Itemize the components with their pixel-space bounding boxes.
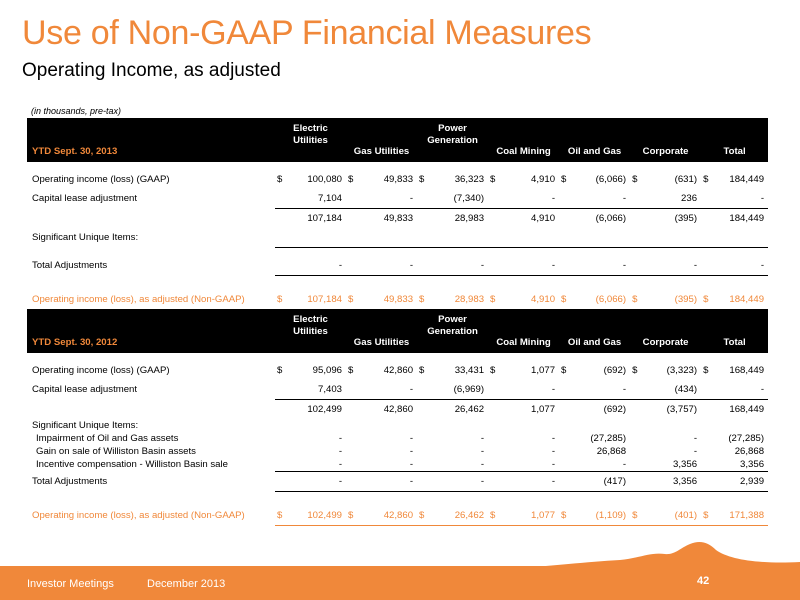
col-corp: Corporate [630,118,701,162]
currency-cell [630,256,642,276]
currency-cell [417,400,429,420]
currency-cell [701,380,713,400]
value-cell: - [500,380,559,400]
col-electric [275,118,346,162]
value-cell: 184,449 [729,174,765,185]
row-label: Total Adjustments [32,260,108,272]
value-cell: 1,077 [531,404,556,415]
spacer-row [27,353,768,361]
value-cell: 7,403 [287,380,346,400]
value-cell: 28,983 [429,290,488,310]
currency-cell [275,380,287,400]
table-row [27,189,768,209]
currency-cell [417,380,429,400]
column-header-text: Utilities [293,326,328,337]
currency-cell [417,458,429,472]
currency-cell: $ [630,506,642,526]
value-cell: - [713,189,768,209]
currency-cell [630,458,642,472]
value-cell: 1,077 [531,365,556,376]
value-cell: 100,080 [307,174,343,185]
spacer-row [27,276,768,291]
currency-cell [346,472,358,492]
currency-cell: $ [346,290,358,310]
value-cell: - [429,472,488,492]
row-label: Operating income (loss), as adjusted (Non-GAAP) [32,294,245,306]
value-cell: 28,983 [454,213,485,224]
row-label: Capital lease adjustment [32,384,138,396]
col-gas: Gas Utilities [346,309,417,353]
col-gas: Gas Utilities [346,118,417,162]
value-cell: - [338,446,343,457]
table-row [27,170,768,189]
value-cell: - [693,433,698,444]
value-cell: 26,868 [596,446,627,457]
currency-cell [559,472,571,492]
value-cell: 49,833 [358,290,417,310]
value-cell: (27,285) [590,433,627,444]
value-cell: 4,910 [500,290,559,310]
currency-cell [346,400,358,420]
value-cell: - [500,189,559,209]
currency-cell: $ [561,365,567,376]
currency-cell [417,472,429,492]
col-coal: Coal Mining [488,118,559,162]
value-cell: (1,109) [571,506,630,526]
currency-cell: $ [488,290,500,310]
value-cell: 49,833 [383,174,414,185]
value-cell [287,228,346,248]
header-row [27,309,768,353]
currency-cell [488,209,500,229]
currency-cell [488,256,500,276]
currency-cell [559,228,571,248]
currency-cell: $ [630,290,642,310]
value-cell: - [571,458,630,472]
value-cell: 3,356 [642,458,701,472]
row-label: Operating income (loss), as adjusted (Non-GAAP) [32,510,245,522]
currency-cell [346,189,358,209]
value-cell: - [693,446,698,457]
currency-cell [488,472,500,492]
col-coal: Coal Mining [488,309,559,353]
value-cell: - [480,433,485,444]
row-label: Significant Unique Items: [32,232,139,244]
value-cell: 102,499 [307,404,343,415]
value-cell: - [500,256,559,276]
value-cell: 26,868 [734,446,765,457]
value-cell: 2,939 [713,472,768,492]
currency-cell: $ [490,174,496,185]
value-cell: - [571,256,630,276]
column-header-text: Power [438,314,467,325]
value-cell: - [551,446,556,457]
value-cell: 49,833 [383,213,414,224]
row-label: Gain on sale of Williston Basin assets [36,446,196,457]
value-cell: 1,077 [500,506,559,526]
currency-cell: $ [632,365,638,376]
column-header-text: Electric [293,314,328,325]
value-cell: - [713,380,768,400]
table-row [27,506,768,526]
currency-cell [701,445,713,458]
col-power [417,309,488,353]
table-row [27,400,768,420]
currency-cell [488,380,500,400]
currency-cell [275,189,287,209]
value-cell: 36,323 [454,174,485,185]
value-cell: - [642,256,701,276]
currency-cell [701,432,713,445]
value-cell: (692) [603,365,627,376]
value-cell: - [500,458,559,472]
currency-cell: $ [559,290,571,310]
column-header-text: Generation [427,135,478,146]
currency-cell: $ [275,290,287,310]
value-cell: - [480,446,485,457]
spacer-cell [27,492,768,507]
page-number: 42 [697,575,710,587]
currency-cell [559,458,571,472]
currency-cell [417,189,429,209]
currency-cell [417,209,429,229]
currency-cell: $ [417,290,429,310]
currency-cell: $ [703,174,709,185]
value-cell: - [500,472,559,492]
currency-cell [417,432,429,445]
table-row [27,228,768,248]
currency-cell: $ [348,174,354,185]
value-cell: 26,462 [429,506,488,526]
row-label: Total Adjustments [32,476,108,487]
value-cell: - [409,446,414,457]
spacer-row [27,492,768,507]
currency-cell [488,445,500,458]
currency-cell [275,445,287,458]
value-cell: - [409,433,414,444]
currency-cell: $ [275,506,287,526]
page-title: Use of Non-GAAP Financial Measures [22,14,592,52]
table-row [27,432,768,445]
currency-cell [417,445,429,458]
value-cell: - [338,433,343,444]
value-cell: 168,449 [729,365,765,376]
currency-cell [275,400,287,420]
currency-cell [488,458,500,472]
value-cell [571,228,630,248]
value-cell: (27,285) [728,433,765,444]
column-header-text: Electric [293,123,328,134]
value-cell: - [287,256,346,276]
value-cell: (6,066) [595,174,627,185]
page-subtitle: Operating Income, as adjusted [22,60,281,81]
currency-cell [275,432,287,445]
row-label: Incentive compensation - Williston Basin sale [36,459,228,471]
value-cell: (6,066) [571,290,630,310]
footer-date: December 2013 [147,578,226,590]
value-cell: - [571,189,630,209]
currency-cell [630,380,642,400]
value-cell: (692) [603,404,627,415]
value-cell: - [358,472,417,492]
currency-cell [488,400,500,420]
value-cell: - [287,472,346,492]
currency-cell [275,256,287,276]
value-cell: - [551,433,556,444]
spacer-cell [27,353,768,361]
currency-cell [275,209,287,229]
currency-cell [488,189,500,209]
value-cell: 4,910 [531,213,556,224]
col-electric [275,309,346,353]
mountain-graphic [0,530,800,570]
table-row [27,458,768,472]
currency-cell [417,256,429,276]
value-cell: - [287,458,346,472]
table-row [27,419,768,432]
col-corp: Corporate [630,309,701,353]
currency-cell [630,400,642,420]
currency-cell: $ [417,506,429,526]
value-cell: 26,462 [454,404,485,415]
spacer-row [27,162,768,170]
currency-cell [346,445,358,458]
value-cell: 107,184 [287,290,346,310]
currency-cell [346,228,358,248]
table-2012 [27,309,768,526]
value-cell: 107,184 [307,213,343,224]
value-cell: - [358,458,417,472]
currency-cell [701,400,713,420]
currency-cell [630,432,642,445]
value-cell: 3,356 [713,458,768,472]
currency-cell: $ [277,365,283,376]
value-cell: - [571,380,630,400]
currency-cell: $ [346,506,358,526]
value-cell: 102,499 [287,506,346,526]
value-cell: 4,910 [531,174,556,185]
period-label: YTD Sept. 30, 2013 [27,118,275,162]
currency-cell [701,256,713,276]
table-row [27,290,768,310]
currency-cell [559,432,571,445]
table-2013 [27,118,768,310]
value-cell: - [429,458,488,472]
currency-cell [630,445,642,458]
value-cell: - [358,189,417,209]
value-cell: - [358,380,417,400]
value-cell: 184,449 [713,290,768,310]
spacer-cell [27,248,768,257]
currency-cell [559,256,571,276]
value-cell: 3,356 [642,472,701,492]
col-oil: Oil and Gas [559,118,630,162]
currency-cell: $ [277,174,283,185]
value-cell: (395) [642,290,701,310]
column-header-text: Utilities [293,135,328,146]
currency-cell [346,432,358,445]
currency-cell [275,472,287,492]
value-cell: (3,323) [666,365,698,376]
row-label: Impairment of Oil and Gas assets [36,433,179,444]
period-label: YTD Sept. 30, 2012 [27,309,275,353]
value-cell: - [358,256,417,276]
col-oil: Oil and Gas [559,309,630,353]
value-cell: (631) [674,174,698,185]
value-cell: (395) [674,213,698,224]
col-power [417,118,488,162]
currency-cell [346,458,358,472]
value-cell: (417) [571,472,630,492]
currency-cell: $ [419,174,425,185]
spacer-cell [275,419,768,432]
currency-cell [630,189,642,209]
table-row [27,209,768,229]
value-cell: (7,340) [429,189,488,209]
footer-bar [0,566,800,600]
value-cell: 168,449 [729,404,765,415]
currency-cell [701,209,713,229]
currency-cell: $ [561,174,567,185]
currency-cell: $ [703,365,709,376]
row-label: Operating income (loss) (GAAP) [32,174,170,185]
currency-cell [559,209,571,229]
currency-cell: $ [348,365,354,376]
currency-cell [559,380,571,400]
currency-cell [559,445,571,458]
currency-cell [346,256,358,276]
value-cell: 171,388 [713,506,768,526]
currency-cell [701,458,713,472]
value-cell: 42,860 [383,404,414,415]
value-cell: (401) [642,506,701,526]
value-cell: - [713,256,768,276]
value-cell: (6,066) [595,213,627,224]
row-label [27,209,275,229]
value-cell: 184,449 [729,213,765,224]
currency-cell: $ [490,365,496,376]
value-cell: 33,431 [454,365,485,376]
currency-cell [701,189,713,209]
currency-cell [275,228,287,248]
currency-cell [559,400,571,420]
currency-cell: $ [632,174,638,185]
table-row [27,380,768,400]
currency-cell [488,228,500,248]
spacer-cell [27,276,768,291]
value-cell: (434) [642,380,701,400]
value-cell: 95,096 [312,365,343,376]
currency-cell [346,380,358,400]
currency-cell [275,458,287,472]
currency-cell [630,472,642,492]
currency-cell [559,189,571,209]
value-cell: - [429,256,488,276]
currency-cell [701,228,713,248]
units-note: (in thousands, pre-tax) [31,106,122,116]
value-cell: (3,757) [666,404,698,415]
currency-cell [488,432,500,445]
row-label: Capital lease adjustment [32,193,138,205]
row-label: Significant Unique Items: [32,420,139,431]
currency-cell: $ [701,290,713,310]
spacer-row [27,248,768,257]
currency-cell [630,209,642,229]
currency-cell [346,209,358,229]
currency-cell: $ [559,506,571,526]
table-row [27,256,768,276]
value-cell: 7,104 [287,189,346,209]
footer-event: Investor Meetings [27,578,114,590]
header-row [27,118,768,162]
value-cell: (6,969) [429,380,488,400]
value-cell: 236 [642,189,701,209]
value-cell: 42,860 [358,506,417,526]
col-total: Total [701,118,768,162]
value-cell: 42,860 [383,365,414,376]
table-row [27,361,768,380]
currency-cell: $ [701,506,713,526]
table-row [27,472,768,492]
column-header-text: Power [438,123,467,134]
row-label [27,400,275,420]
value-cell [713,228,768,248]
currency-cell: $ [419,365,425,376]
currency-cell: $ [488,506,500,526]
value-cell [429,228,488,248]
value-cell [642,228,701,248]
value-cell [358,228,417,248]
col-total: Total [701,309,768,353]
column-header-text: Generation [427,326,478,337]
table-row [27,445,768,458]
row-label: Operating income (loss) (GAAP) [32,365,170,376]
currency-cell [701,472,713,492]
spacer-cell [27,162,768,170]
currency-cell [630,228,642,248]
value-cell [500,228,559,248]
currency-cell [417,228,429,248]
